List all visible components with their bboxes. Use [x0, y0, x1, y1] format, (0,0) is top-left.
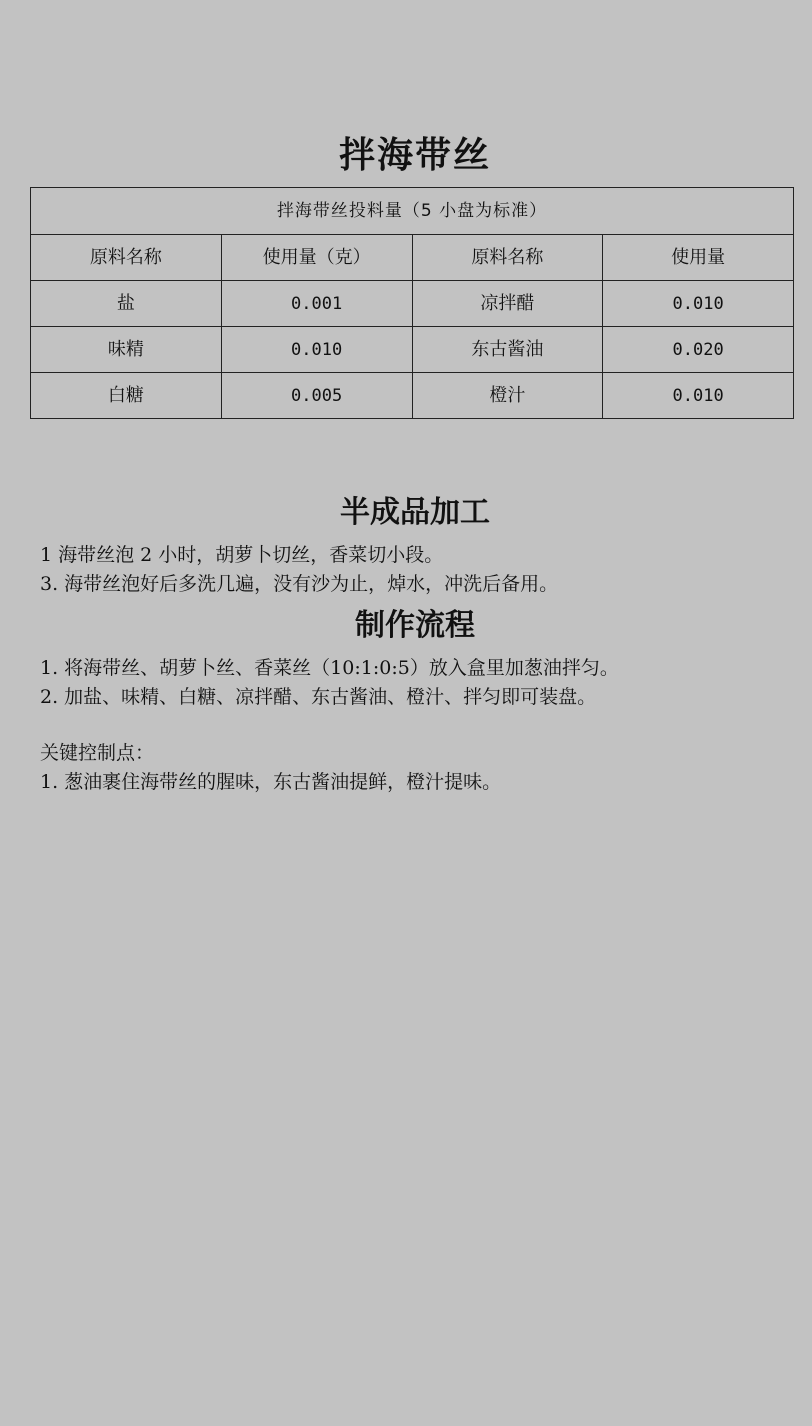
table-row — [31, 373, 794, 419]
prep-step: 3. 海带丝泡好后多洗几遍，没有沙为止，焯水，冲洗后备用。 — [40, 573, 559, 595]
ingredient-amount: 0.010 — [221, 327, 412, 373]
ingredient-name: 白糖 — [31, 373, 222, 419]
key-points-label: 关键控制点： — [40, 742, 155, 764]
header-ingredient-name: 原料名称 — [31, 235, 222, 281]
ingredient-amount: 0.010 — [603, 281, 794, 327]
ingredient-name: 盐 — [31, 281, 222, 327]
page-title: 拌海带丝 — [338, 135, 491, 176]
ingredient-name: 凉拌醋 — [412, 281, 603, 327]
ingredient-amount: 0.001 — [221, 281, 412, 327]
ingredient-amount: 0.020 — [603, 327, 794, 373]
table-header-row — [31, 235, 794, 281]
table-row — [31, 327, 794, 373]
ingredient-name: 味精 — [31, 327, 222, 373]
ingredient-amount: 0.010 — [603, 373, 794, 419]
header-ingredient-name: 原料名称 — [412, 235, 603, 281]
process-section-title: 制作流程 — [355, 608, 475, 643]
process-step: 2. 加盐、味精、白糖、凉拌醋、东古酱油、橙汁、拌匀即可装盘。 — [40, 686, 597, 708]
header-amount-grams: 使用量（克） — [221, 235, 412, 281]
ingredient-name: 橙汁 — [412, 373, 603, 419]
table-row — [31, 281, 794, 327]
ingredient-amount: 0.005 — [221, 373, 412, 419]
key-point: 1. 葱油裹住海带丝的腥味，东古酱油提鲜，橙汁提味。 — [40, 771, 502, 793]
prep-section-title: 半成品加工 — [340, 495, 490, 530]
ingredient-table — [30, 187, 794, 419]
table-caption: 拌海带丝投料量（5 小盘为标准） — [31, 188, 794, 235]
ingredient-name: 东古酱油 — [412, 327, 603, 373]
table-caption-row — [31, 188, 794, 235]
header-amount: 使用量 — [603, 235, 794, 281]
prep-step: 1 海带丝泡 2 小时，胡萝卜切丝，香菜切小段。 — [40, 544, 444, 566]
process-step: 1. 将海带丝、胡萝卜丝、香菜丝（10:1:0:5）放入盒里加葱油拌匀。 — [40, 657, 619, 679]
